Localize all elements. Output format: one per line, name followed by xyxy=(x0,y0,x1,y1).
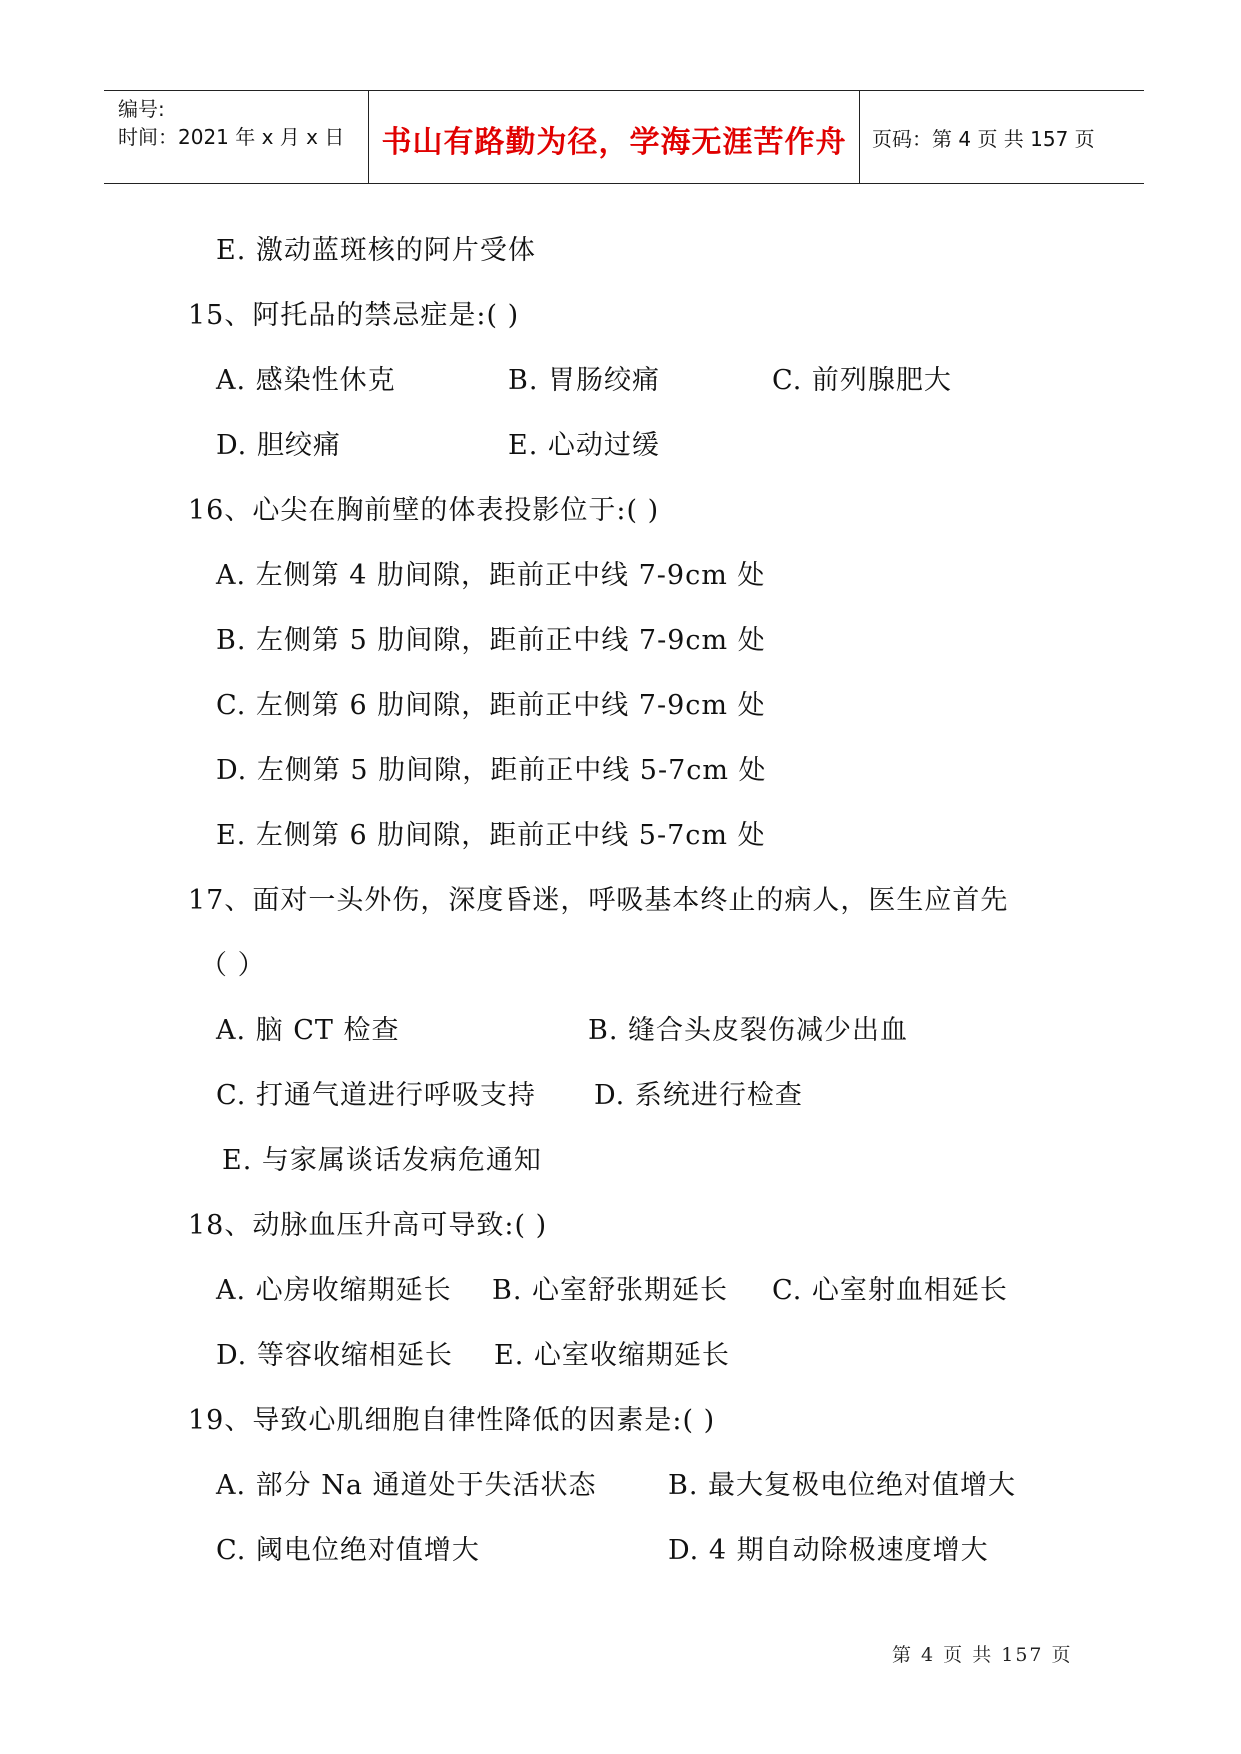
option-c: C. 左侧第 6 肋间隙，距前正中线 7-9cm 处 xyxy=(216,690,766,721)
header-motto-cell xyxy=(368,91,860,183)
option-d: D. 胆绞痛 xyxy=(216,430,341,461)
option-a: A. 脑 CT 检查 xyxy=(216,1015,400,1046)
question-17: 17、面对一头外伤，深度昏迷，呼吸基本终止的病人，医生应首先 xyxy=(188,885,1009,916)
serial-label: 编号: xyxy=(118,97,165,121)
option-a: A. 心房收缩期延长 xyxy=(216,1275,452,1306)
question-16: 16、心尖在胸前壁的体表投影位于:( ) xyxy=(188,495,660,526)
option-e: E. 心室收缩期延长 xyxy=(494,1340,730,1371)
option-b: B. 左侧第 5 肋间隙，距前正中线 7-9cm 处 xyxy=(216,625,766,656)
option-b: B. 最大复极电位绝对值增大 xyxy=(668,1470,1017,1501)
header-page-number: 页码：第 4 页 共 157 页 xyxy=(872,127,1095,151)
option-b: B. 心室舒张期延长 xyxy=(492,1275,729,1306)
option-c: C. 心室射血相延长 xyxy=(772,1275,1008,1306)
option-line: E. 激动蓝斑核的阿片受体 xyxy=(216,235,536,266)
option-b: B. 胃肠绞痛 xyxy=(508,365,661,396)
option-d: D. 系统进行检查 xyxy=(594,1080,803,1111)
question-19: 19、导致心肌细胞自律性降低的因素是:( ) xyxy=(188,1405,716,1436)
option-e: E. 左侧第 6 肋间隙，距前正中线 5-7cm 处 xyxy=(216,820,766,851)
option-b: B. 缝合头皮裂伤减少出血 xyxy=(588,1015,909,1046)
option-d: D. 等容收缩相延长 xyxy=(216,1340,453,1371)
header-page-cell xyxy=(860,91,1144,183)
question-18: 18、动脉血压升高可导致:( ) xyxy=(188,1210,548,1241)
question-15: 15、阿托品的禁忌症是:( ) xyxy=(188,300,520,331)
answer-blank: （ ） xyxy=(200,950,266,981)
option-c: C. 阈电位绝对值增大 xyxy=(216,1535,480,1566)
option-d: D. 左侧第 5 肋间隙，距前正中线 5-7cm 处 xyxy=(216,755,767,786)
option-e: E. 心动过缓 xyxy=(508,430,660,461)
option-a: A. 感染性休克 xyxy=(216,365,396,396)
time-label: 时间：2021 年 x 月 x 日 xyxy=(118,125,345,149)
option-c: C. 前列腺肥大 xyxy=(772,365,952,396)
option-e: E. 与家属谈话发病危通知 xyxy=(222,1145,542,1176)
page-header xyxy=(104,90,1144,184)
option-a: A. 部分 Na 通道处于失活状态 xyxy=(216,1470,597,1501)
option-a: A. 左侧第 4 肋间隙，距前正中线 7-9cm 处 xyxy=(216,560,766,591)
page-footer: 第 4 页 共 157 页 xyxy=(892,1644,1073,1666)
motto-text: 书山有路勤为径，学海无涯苦作舟 xyxy=(381,125,847,160)
header-meta-cell xyxy=(104,91,368,183)
option-d: D. 4 期自动除极速度增大 xyxy=(668,1535,989,1566)
option-c: C. 打通气道进行呼吸支持 xyxy=(216,1080,536,1111)
